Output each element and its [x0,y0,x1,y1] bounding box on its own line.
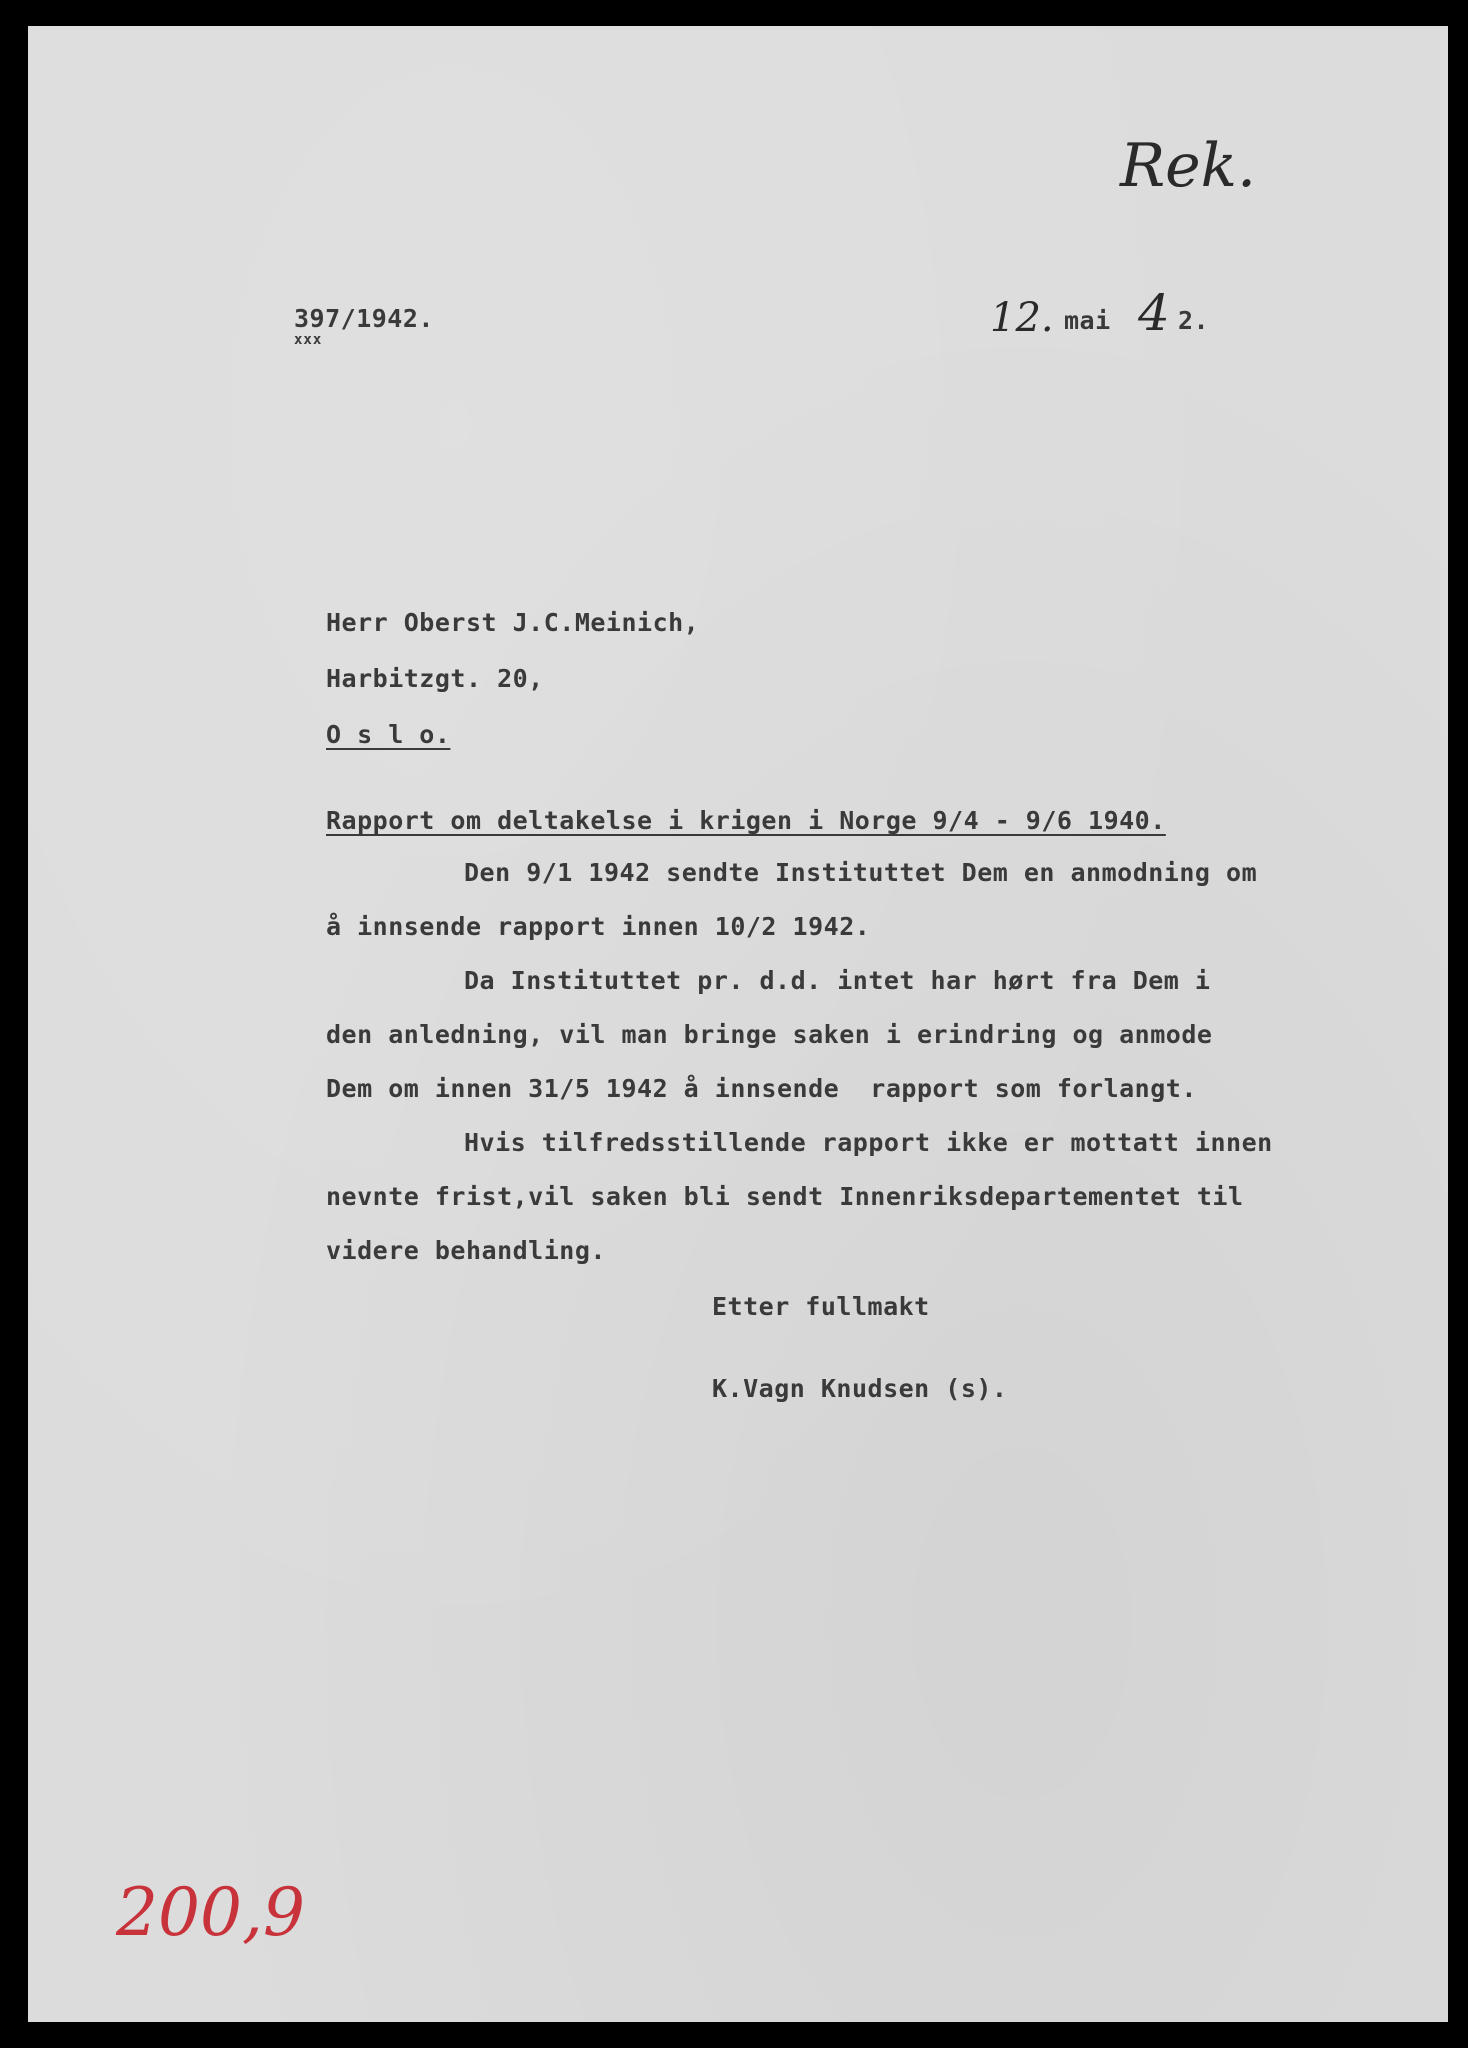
handwritten-archive-number: 200,9 [116,1874,305,1951]
address-line-3: O s l o. [326,720,451,749]
document-page [28,26,1448,2022]
body-line-5: Dem om innen 31/5 1942 å innsende rapport som forlangt. [326,1074,1197,1103]
date-month: mai [1064,306,1111,335]
handwritten-date-day: 12. [990,295,1054,341]
address-line-2: Harbitzgt. 20, [326,664,544,693]
body-line-1: Den 9/1 1942 sendte Instituttet Dem en anmodning om [464,858,1258,887]
handwritten-mark-rek: Rek. [1120,131,1257,201]
reference-number: 397/1942. [294,304,434,333]
body-line-4: den anledning, vil man bringe saken i erindring og anmode [326,1020,1213,1049]
body-line-7: nevnte frist,vil saken bli sendt Innenriksdepartementet til [326,1182,1244,1211]
closing-authority: Etter fullmakt [712,1292,930,1321]
body-line-6: Hvis tilfredsstillende rapport ikke er mottatt innen [464,1128,1273,1157]
closing-signature: K.Vagn Knudsen (s). [712,1374,1008,1403]
handwritten-date-year: 4 [1138,284,1170,342]
body-line-3: Da Instituttet pr. d.d. intet har hørt fra Dem i [464,966,1211,995]
reference-strikeout: xxx [294,332,323,348]
body-line-8: videre behandling. [326,1236,606,1265]
address-line-1: Herr Oberst J.C.Meinich, [326,608,700,637]
body-line-2: å innsende rapport innen 10/2 1942. [326,912,871,941]
date-year-end: 2. [1178,306,1210,335]
subject-line: Rapport om deltakelse i krigen i Norge 9/4 - 9/6 1940. [326,806,1166,835]
